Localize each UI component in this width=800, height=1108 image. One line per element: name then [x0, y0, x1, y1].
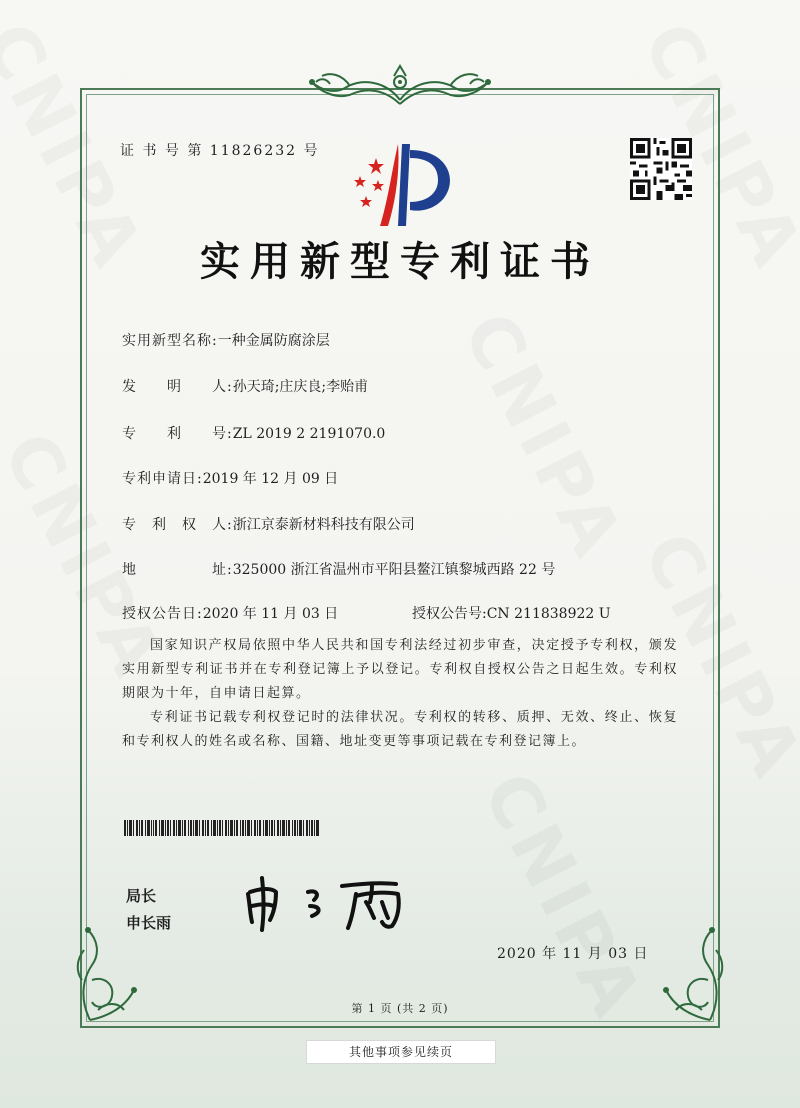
top-ornament — [290, 60, 510, 110]
grant-number-row — [412, 603, 611, 623]
field-label: 专 利 权 人: — [122, 517, 233, 533]
signatory-name: 申长雨 — [126, 914, 172, 932]
field-label: 实用新型名称: — [122, 333, 218, 349]
field-label: 地 址: — [122, 562, 233, 578]
grant-date-row — [122, 603, 338, 623]
field-value: 一种金属防腐涂层 — [217, 333, 330, 349]
page-number: 第 1 页 (共 2 页) — [351, 1002, 449, 1015]
handwritten-signature — [238, 872, 418, 932]
patent-number-row — [122, 423, 385, 443]
utility-model-name-row — [122, 330, 330, 350]
certificate-title: 实用新型专利证书 — [200, 238, 600, 285]
barcode — [124, 820, 319, 836]
qr-code — [630, 138, 692, 200]
field-label: 发 明 人: — [122, 379, 233, 395]
field-value: ZL 2019 2 2191070.0 — [232, 426, 386, 442]
field-value: 浙江京泰新材料科技有限公司 — [232, 517, 415, 533]
field-label: 授权公告日: — [122, 606, 203, 622]
field-label: 专 利 号: — [122, 426, 233, 442]
statement-paragraph-1: 国家知识产权局依照中华人民共和国专利法经过初步审查，决定授予专利权，颁发实用新型专利证书并在专利登记簿上予以登记。专利权自授权公告之日起生效。专利权期限为十年，自申请日起算。 — [122, 638, 678, 701]
field-value: 孙天琦;庄庆良;李贻甫 — [232, 379, 369, 395]
field-value: CN 211838922 U — [486, 606, 611, 622]
statement-paragraph-2: 专利证书记载专利权登记时的法律状况。专利权的转移、质押、无效、终止、恢复和专利权人的姓名或名称、国籍、地址变更等事项记载在专利登记簿上。 — [122, 710, 678, 749]
field-value: 2019 年 12 月 09 日 — [202, 471, 339, 487]
field-label: 授权公告号: — [412, 606, 487, 622]
continuation-note: 其他事项参见续页 — [306, 1040, 496, 1064]
filing-date-row — [122, 468, 338, 488]
field-label: 专利申请日: — [122, 471, 203, 487]
certificate-number: 证 书 号 第 11826232 号 — [120, 143, 320, 159]
cnipa-logo — [340, 140, 465, 230]
issue-date: 2020 年 11 月 03 日 — [497, 946, 649, 962]
patentee-row — [122, 514, 415, 534]
inventor-row — [122, 376, 368, 396]
field-value: 2020 年 11 月 03 日 — [202, 606, 339, 622]
address-row — [122, 559, 555, 579]
field-value: 325000 浙江省温州市平阳县鳌江镇黎城西路 22 号 — [232, 562, 556, 578]
signatory-title: 局长 — [126, 887, 157, 905]
